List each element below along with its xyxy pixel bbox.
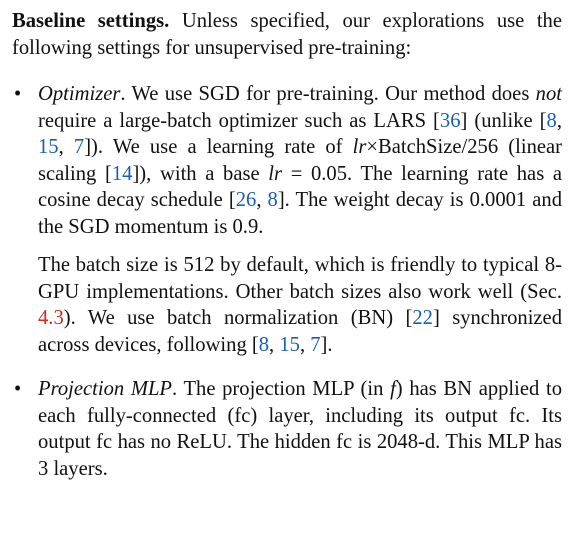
projection-label: Projection MLP [38, 378, 173, 400]
list-item-optimizer [12, 81, 562, 358]
text-span: ) has BN applied to each fully-connected (fc) layer, including its output fc. Its output fc has no ReLU. The hidden fc is 2048-d. This MLP has 3 layers. [38, 378, 562, 480]
citation-link[interactable]: 14 [111, 162, 133, 185]
text-span: , [256, 189, 268, 211]
math-expression: ×BatchSize/256 (linear scaling [ [38, 136, 562, 185]
text-span: , [269, 333, 280, 356]
paper-excerpt [12, 8, 562, 500]
intro-text: Unless specified, our explorations use the following settings for unsupervised pre-training: [12, 10, 562, 59]
text-span: . The projection MLP (in [172, 378, 391, 400]
citation-link[interactable]: 22 [412, 307, 433, 329]
text-span: , [299, 333, 311, 356]
text-span: ). We use batch normalization (BN) [ [63, 307, 413, 329]
math-f: f [390, 378, 396, 400]
optimizer-label: Optimizer [38, 83, 121, 105]
math-lr: lr [268, 162, 283, 185]
emphasis-not: not [535, 83, 562, 105]
text-span: = 0.05. The learning rate has a cosine decay schedule [ [38, 162, 563, 211]
text-span: ]. [320, 333, 333, 356]
text-span: ] synchronized across devices, following [ [38, 307, 562, 356]
text-span: , [58, 136, 74, 158]
text-span: require a large-batch optimizer such as LARS [ [38, 109, 440, 132]
text-span: ] (unlike [ [460, 109, 547, 132]
citation-link[interactable]: 7 [73, 136, 85, 158]
citation-link[interactable]: 8 [267, 189, 278, 211]
batch-size-paragraph [38, 252, 562, 358]
citation-link[interactable]: 36 [439, 109, 461, 132]
projection-paragraph [38, 376, 562, 482]
text-span: ]. The weight decay is 0.0001 and the SGD momentum is 0.9. [38, 189, 563, 238]
text-span: The batch size is 512 by default, which is friendly to typical 8-GPU implementations. Other batch sizes also work well (Sec. [38, 254, 562, 303]
section-ref-link[interactable]: 4.3 [38, 307, 64, 329]
text-span: , [556, 109, 562, 132]
citation-link[interactable]: 15 [38, 136, 59, 158]
citation-link[interactable]: 15 [279, 333, 300, 356]
list-item-projection-mlp [12, 376, 562, 482]
baseline-settings-paragraph [12, 8, 562, 61]
text-span: ]). We use a learning rate of [84, 136, 353, 158]
text-span: . We use SGD for pre-training. Our method does [120, 83, 536, 105]
section-heading: Baseline settings. [12, 10, 170, 32]
text-span: ]), with a base [132, 162, 269, 185]
citation-link[interactable]: 8 [546, 109, 557, 132]
optimizer-paragraph [38, 81, 562, 240]
math-lr: lr [352, 136, 367, 158]
settings-list [12, 81, 562, 482]
citation-link[interactable]: 8 [258, 333, 270, 356]
citation-link[interactable]: 26 [235, 189, 257, 211]
citation-link[interactable]: 7 [310, 333, 321, 356]
